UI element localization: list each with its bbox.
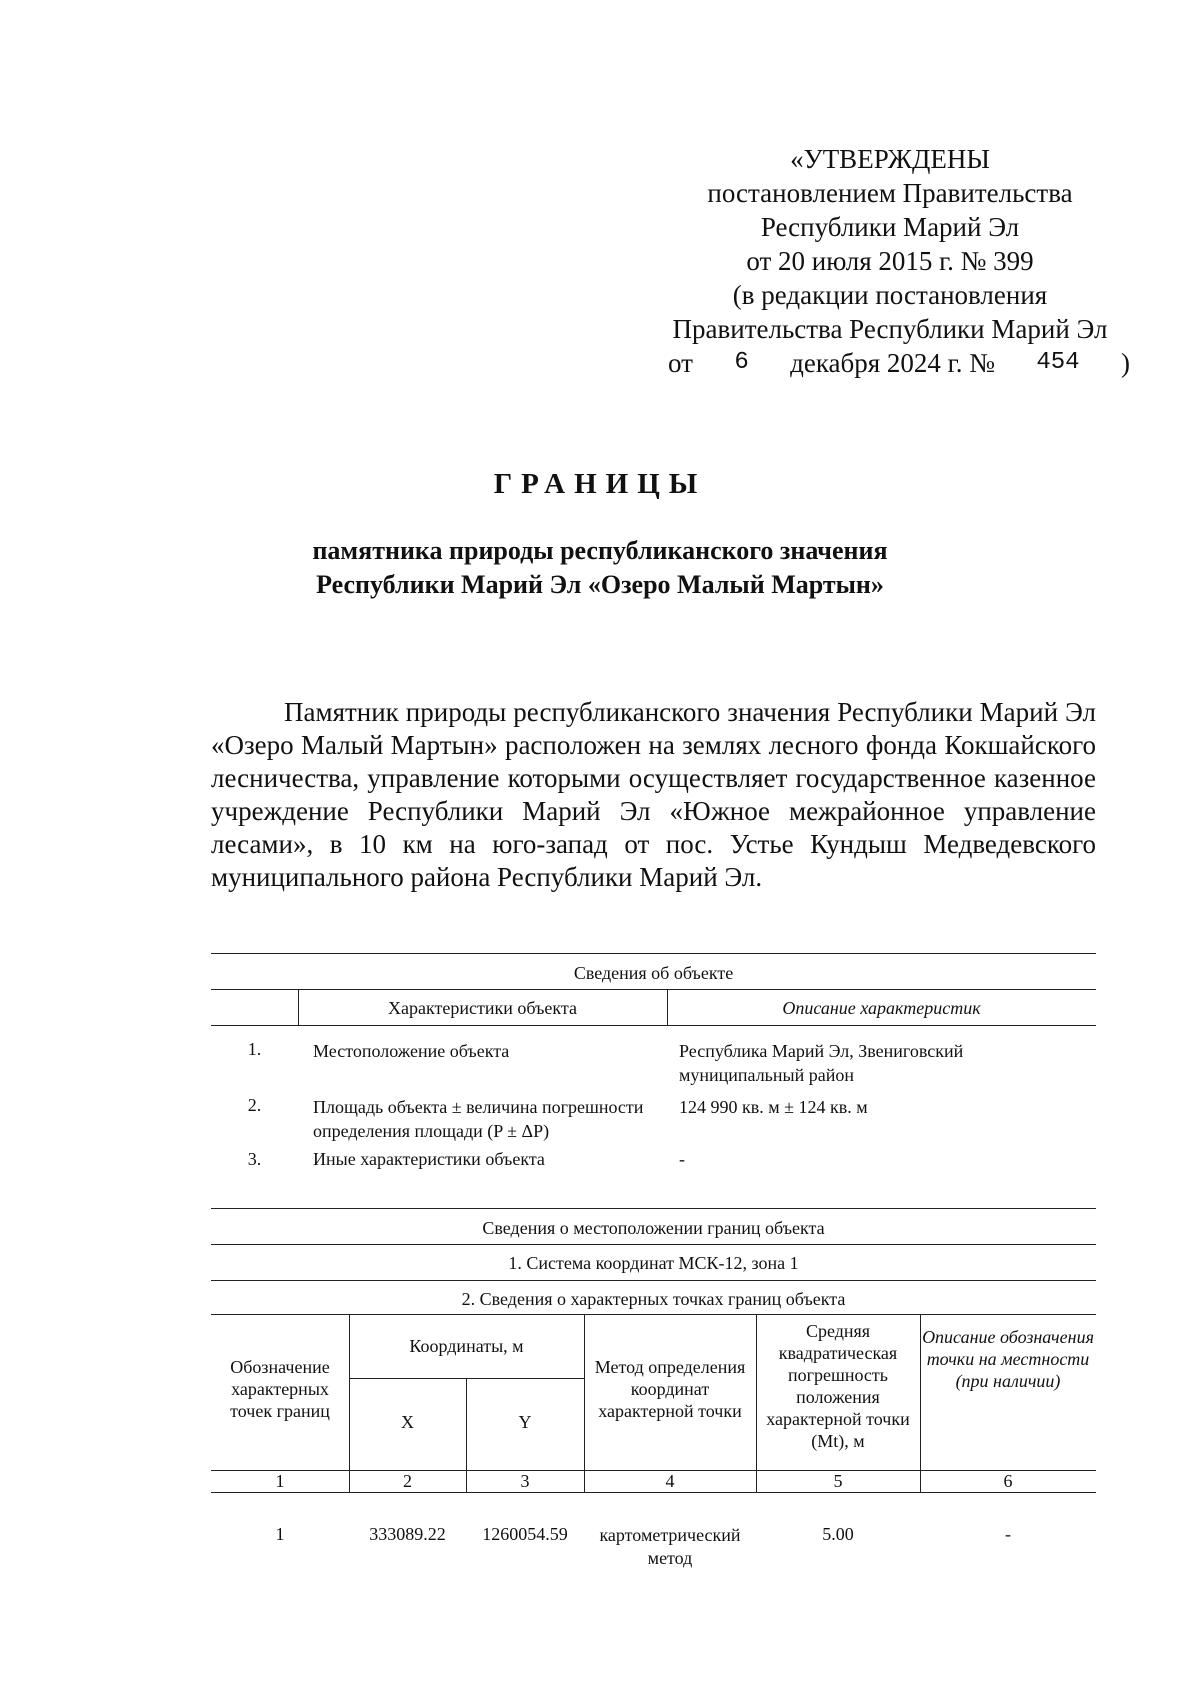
document-title: ГРАНИЦЫ xyxy=(493,468,707,500)
approval-month-year: декабря 2024 г. № xyxy=(790,348,995,378)
column-number: 5 xyxy=(833,1471,843,1491)
column-header: Описание характеристик xyxy=(782,998,981,1018)
body-paragraph-text: Памятник природы республиканского значения Республики Марий Эл «Озеро Малый Мартын» расположен на землях лесного фонда Кокшайского лесничества, управление которыми осуществляет государственное казенное учреждение Республики Марий Эл «Южное межрайонное управление лесами», в 10 км на юго-запад от пос. Устье Кундыш Медведевского муниципального района Республики Марий Эл. xyxy=(211,697,1096,892)
column-header: Характеристики объекта xyxy=(388,998,577,1018)
column-number: 3 xyxy=(520,1471,530,1491)
row-name: Иные характеристики объекта xyxy=(313,1149,545,1169)
row-value: - xyxy=(679,1149,685,1169)
column-header-x: X xyxy=(401,1412,414,1432)
approval-line: постановлением Правительства xyxy=(707,178,1073,208)
approval-date-line xyxy=(630,346,1150,380)
point-description: - xyxy=(1005,1524,1011,1544)
table-header: Сведения об объекте xyxy=(573,963,734,983)
approval-number: 454 xyxy=(1036,349,1080,376)
column-header: Обозначение характерных точек границ xyxy=(230,1357,330,1421)
column-number: 6 xyxy=(1003,1471,1013,1491)
column-number: 4 xyxy=(665,1471,675,1491)
approval-line: (в редакции постановления xyxy=(732,280,1048,310)
row-value: Республика Марий Эл, Звениговский муниципальный район xyxy=(679,1041,964,1085)
approval-line: «УТВЕРЖДЕНЫ xyxy=(790,144,990,174)
object-info-table xyxy=(211,953,1096,1193)
approval-day: 6 xyxy=(734,349,749,376)
row-name: Местоположение объекта xyxy=(313,1041,510,1061)
row-number: 3. xyxy=(247,1149,262,1169)
subtitle-line: Республики Марий Эл «Озеро Малый Мартын» xyxy=(316,570,884,599)
subtitle-line: памятника природы республиканского значения xyxy=(312,536,888,565)
point-y: 1260054.59 xyxy=(482,1524,568,1544)
approval-line: Республики Марий Эл xyxy=(760,212,1020,242)
column-header: Метод определения координат характерной точки xyxy=(594,1357,746,1421)
location-info-table xyxy=(211,1208,1096,1588)
approval-close: ) xyxy=(1120,348,1130,378)
table-header: Сведения о местоположении границ объекта xyxy=(482,1218,825,1238)
column-header: Описание обозначения точки на местности (при наличии) xyxy=(922,1327,1094,1391)
row-value: 124 990 кв. м ± 124 кв. м xyxy=(679,1097,868,1117)
row-name: Площадь объекта ± величина погрешности определения площади (P ± ΔP) xyxy=(313,1097,644,1141)
column-number: 2 xyxy=(403,1471,412,1491)
document-subtitle xyxy=(200,534,1000,602)
coordinate-system: 1. Система координат МСК-12, зона 1 xyxy=(508,1253,799,1273)
points-header: 2. Сведения о характерных точках границ объекта xyxy=(461,1289,846,1309)
point-error: 5.00 xyxy=(822,1524,854,1544)
approval-line: от 20 июля 2015 г. № 399 xyxy=(746,246,1034,276)
point-id: 1 xyxy=(275,1524,285,1544)
column-header: Средняя квадратическая погрешность положения характерной точки (Mt), м xyxy=(766,1321,910,1451)
row-number: 2. xyxy=(247,1095,262,1115)
body-paragraph xyxy=(211,696,1096,894)
row-number: 1. xyxy=(247,1039,262,1059)
column-header: Координаты, м xyxy=(409,1336,524,1356)
point-method: картометрический метод xyxy=(599,1525,741,1568)
approval-line: Правительства Республики Марий Эл xyxy=(672,314,1108,344)
column-number: 1 xyxy=(275,1471,285,1491)
approval-stamp xyxy=(630,142,1150,380)
point-x: 333089.22 xyxy=(369,1524,446,1544)
column-header-y: Y xyxy=(518,1412,532,1432)
approval-date-prefix: от xyxy=(668,348,693,378)
